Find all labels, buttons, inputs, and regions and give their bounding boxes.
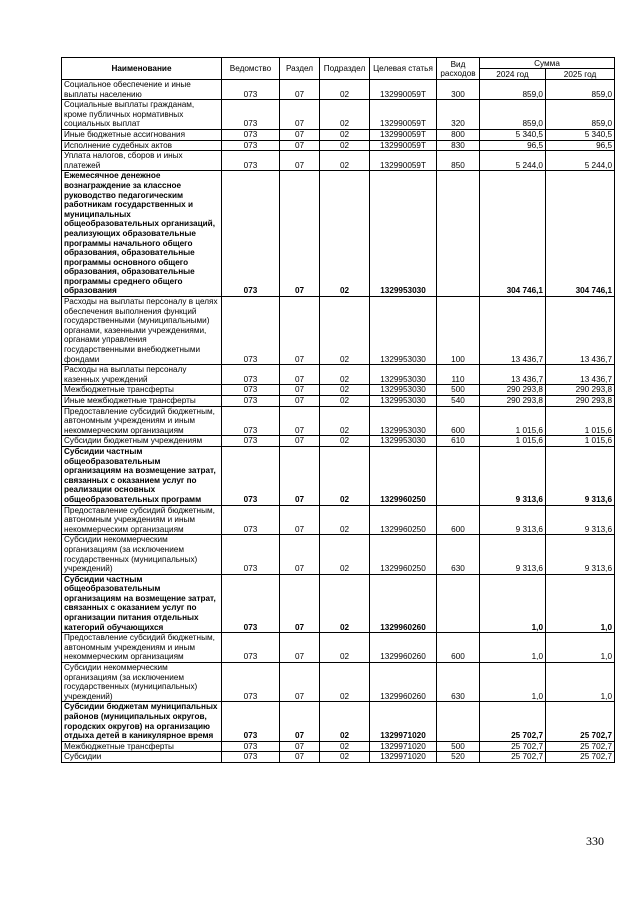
cell-sum-2024: 13 436,7 (480, 365, 546, 385)
cell-name: Субсидии частным общеобразовательным организациям на возмещение затрат, связанных с оказанием услуг по организации питания отдельных категорий обучающихся (62, 574, 222, 633)
cell-sum-2024: 304 746,1 (480, 171, 546, 297)
cell-subsection: 02 (320, 151, 370, 171)
cell-sum-2025: 1,0 (546, 633, 615, 663)
cell-target: 1329971020 (370, 741, 437, 752)
cell-dept: 073 (222, 406, 280, 436)
cell-target: 1329960250 (370, 446, 437, 505)
cell-name: Иные межбюджетные трансферты (62, 396, 222, 407)
cell-kind: 630 (437, 535, 480, 574)
cell-name: Исполнение судебных актов (62, 140, 222, 151)
cell-subsection: 02 (320, 633, 370, 663)
cell-section: 07 (280, 574, 320, 633)
header-year-2025: 2025 год (546, 69, 615, 80)
cell-section: 07 (280, 752, 320, 763)
cell-dept: 073 (222, 140, 280, 151)
cell-name: Уплата налогов, сборов и иных платежей (62, 151, 222, 171)
cell-name: Иные бюджетные ассигнования (62, 129, 222, 140)
cell-dept: 073 (222, 151, 280, 171)
cell-dept: 073 (222, 663, 280, 702)
cell-kind: 600 (437, 505, 480, 535)
cell-name: Расходы на выплаты персоналу в целях обеспечения выполнения функций государственными (муниципальными) органами, казенными учреждениями, органами управления государственными внебюджетными фондами (62, 297, 222, 365)
cell-name: Субсидии бюджетным учреждениям (62, 436, 222, 447)
cell-subsection: 02 (320, 574, 370, 633)
table-row (62, 385, 615, 396)
cell-sum-2025: 290 293,8 (546, 396, 615, 407)
cell-sum-2024: 25 702,7 (480, 702, 546, 741)
cell-kind: 500 (437, 741, 480, 752)
cell-subsection: 02 (320, 505, 370, 535)
table-row (62, 129, 615, 140)
cell-sum-2025: 25 702,7 (546, 741, 615, 752)
cell-kind (437, 702, 480, 741)
cell-kind: 600 (437, 633, 480, 663)
cell-subsection: 02 (320, 171, 370, 297)
cell-target: 1329960260 (370, 633, 437, 663)
table-row (62, 80, 615, 100)
cell-kind (437, 574, 480, 633)
cell-subsection: 02 (320, 535, 370, 574)
cell-sum-2025: 859,0 (546, 80, 615, 100)
cell-dept: 073 (222, 702, 280, 741)
cell-section: 07 (280, 100, 320, 130)
cell-sum-2025: 304 746,1 (546, 171, 615, 297)
cell-sum-2025: 1 015,6 (546, 406, 615, 436)
cell-target: 1329953030 (370, 406, 437, 436)
cell-sum-2024: 5 340,5 (480, 129, 546, 140)
cell-sum-2024: 9 313,6 (480, 505, 546, 535)
cell-name: Социальные выплаты гражданам, кроме публичных нормативных социальных выплат (62, 100, 222, 130)
cell-name: Предоставление субсидий бюджетным, автономным учреждениям и иным некоммерческим организациям (62, 505, 222, 535)
table-row (62, 171, 615, 297)
table-row (62, 140, 615, 151)
cell-dept: 073 (222, 365, 280, 385)
cell-name: Субсидии некоммерческим организациям (за исключением государственных (муниципальных) учреждений) (62, 535, 222, 574)
cell-target: 132990059Т (370, 100, 437, 130)
cell-kind (437, 446, 480, 505)
cell-name: Ежемесячное денежное вознаграждение за классное руководство педагогическим работникам государственных и муниципальных общеобразовательных организаций, реализующих образовательные программы начального общего образования, образовательные программы основного общего образования, образовательные программы среднего общего образования (62, 171, 222, 297)
cell-subsection: 02 (320, 702, 370, 741)
cell-section: 07 (280, 365, 320, 385)
cell-subsection: 02 (320, 396, 370, 407)
cell-target: 132990059Т (370, 80, 437, 100)
cell-sum-2024: 5 244,0 (480, 151, 546, 171)
cell-name: Межбюджетные трансферты (62, 385, 222, 396)
cell-dept: 073 (222, 171, 280, 297)
cell-section: 07 (280, 535, 320, 574)
table-row (62, 702, 615, 741)
table-row (62, 535, 615, 574)
table-row (62, 406, 615, 436)
cell-dept: 073 (222, 446, 280, 505)
cell-sum-2024: 25 702,7 (480, 752, 546, 763)
cell-target: 1329971020 (370, 702, 437, 741)
cell-sum-2024: 1 015,6 (480, 406, 546, 436)
cell-sum-2024: 25 702,7 (480, 741, 546, 752)
cell-sum-2025: 9 313,6 (546, 446, 615, 505)
header-subsection: Подраздел (320, 58, 370, 80)
cell-name: Предоставление субсидий бюджетным, автономным учреждениям и иным некоммерческим организациям (62, 406, 222, 436)
cell-target: 1329953030 (370, 385, 437, 396)
cell-dept: 073 (222, 129, 280, 140)
table-row (62, 752, 615, 763)
header-name: Наименование (62, 58, 222, 80)
cell-section: 07 (280, 80, 320, 100)
cell-sum-2024: 9 313,6 (480, 535, 546, 574)
cell-target: 1329960260 (370, 574, 437, 633)
cell-section: 07 (280, 663, 320, 702)
cell-subsection: 02 (320, 446, 370, 505)
table-row (62, 633, 615, 663)
cell-target: 132990059Т (370, 140, 437, 151)
cell-sum-2025: 25 702,7 (546, 752, 615, 763)
table-row (62, 396, 615, 407)
cell-sum-2025: 25 702,7 (546, 702, 615, 741)
cell-sum-2025: 96,5 (546, 140, 615, 151)
cell-subsection: 02 (320, 365, 370, 385)
cell-kind: 830 (437, 140, 480, 151)
cell-kind: 630 (437, 663, 480, 702)
cell-target: 1329953030 (370, 396, 437, 407)
cell-kind: 320 (437, 100, 480, 130)
cell-section: 07 (280, 140, 320, 151)
cell-target: 1329960250 (370, 535, 437, 574)
cell-dept: 073 (222, 741, 280, 752)
cell-sum-2025: 9 313,6 (546, 505, 615, 535)
cell-name: Межбюджетные трансферты (62, 741, 222, 752)
page-number: 330 (586, 834, 604, 848)
table-row (62, 741, 615, 752)
cell-sum-2025: 859,0 (546, 100, 615, 130)
cell-section: 07 (280, 741, 320, 752)
cell-sum-2024: 1,0 (480, 633, 546, 663)
cell-sum-2024: 290 293,8 (480, 396, 546, 407)
cell-subsection: 02 (320, 140, 370, 151)
cell-subsection: 02 (320, 406, 370, 436)
cell-section: 07 (280, 129, 320, 140)
cell-section: 07 (280, 406, 320, 436)
cell-section: 07 (280, 396, 320, 407)
cell-sum-2025: 5 244,0 (546, 151, 615, 171)
budget-table-container (61, 57, 614, 763)
cell-section: 07 (280, 505, 320, 535)
cell-sum-2025: 1 015,6 (546, 436, 615, 447)
table-row (62, 151, 615, 171)
cell-subsection: 02 (320, 385, 370, 396)
table-row (62, 436, 615, 447)
cell-name: Предоставление субсидий бюджетным, автономным учреждениям и иным некоммерческим организациям (62, 633, 222, 663)
header-section: Раздел (280, 58, 320, 80)
cell-section: 07 (280, 297, 320, 365)
cell-sum-2024: 13 436,7 (480, 297, 546, 365)
table-body (62, 80, 615, 763)
cell-target: 1329971020 (370, 752, 437, 763)
cell-name: Социальное обеспечение и иные выплаты населению (62, 80, 222, 100)
cell-kind: 610 (437, 436, 480, 447)
cell-dept: 073 (222, 396, 280, 407)
cell-name: Расходы на выплаты персоналу казенных учреждений (62, 365, 222, 385)
cell-dept: 073 (222, 297, 280, 365)
cell-sum-2024: 1,0 (480, 663, 546, 702)
cell-kind: 500 (437, 385, 480, 396)
cell-dept: 073 (222, 436, 280, 447)
table-row (62, 446, 615, 505)
cell-name: Субсидии (62, 752, 222, 763)
cell-section: 07 (280, 436, 320, 447)
cell-sum-2024: 1 015,6 (480, 436, 546, 447)
cell-target: 1329960250 (370, 505, 437, 535)
cell-subsection: 02 (320, 297, 370, 365)
cell-section: 07 (280, 633, 320, 663)
cell-target: 1329953030 (370, 171, 437, 297)
cell-kind: 520 (437, 752, 480, 763)
cell-dept: 073 (222, 80, 280, 100)
header-target: Целевая статья (370, 58, 437, 80)
cell-dept: 073 (222, 385, 280, 396)
cell-kind (437, 171, 480, 297)
cell-dept: 073 (222, 100, 280, 130)
cell-section: 07 (280, 446, 320, 505)
cell-dept: 073 (222, 574, 280, 633)
cell-section: 07 (280, 171, 320, 297)
cell-dept: 073 (222, 505, 280, 535)
cell-target: 1329953030 (370, 297, 437, 365)
cell-subsection: 02 (320, 129, 370, 140)
cell-sum-2024: 9 313,6 (480, 446, 546, 505)
cell-subsection: 02 (320, 741, 370, 752)
cell-dept: 073 (222, 633, 280, 663)
table-row (62, 505, 615, 535)
table-row (62, 297, 615, 365)
cell-sum-2025: 1,0 (546, 663, 615, 702)
table-row (62, 100, 615, 130)
cell-name: Субсидии некоммерческим организациям (за исключением государственных (муниципальных) учреждений) (62, 663, 222, 702)
cell-subsection: 02 (320, 663, 370, 702)
table-row (62, 663, 615, 702)
cell-kind: 850 (437, 151, 480, 171)
table-row (62, 574, 615, 633)
cell-target: 1329953030 (370, 365, 437, 385)
cell-kind: 800 (437, 129, 480, 140)
cell-name: Субсидии частным общеобразовательным организациям на возмещение затрат, связанных с оказанием услуг по реализации основных общеобразовательных программ (62, 446, 222, 505)
cell-name: Субсидии бюджетам муниципальных районов (муниципальных округов, городских округов) на организацию отдыха детей в каникулярное время (62, 702, 222, 741)
cell-subsection: 02 (320, 752, 370, 763)
cell-sum-2024: 859,0 (480, 100, 546, 130)
cell-section: 07 (280, 702, 320, 741)
cell-section: 07 (280, 151, 320, 171)
header-year-2024: 2024 год (480, 69, 546, 80)
cell-subsection: 02 (320, 80, 370, 100)
cell-target: 1329960260 (370, 663, 437, 702)
cell-dept: 073 (222, 535, 280, 574)
header-sum: Сумма (480, 58, 615, 69)
cell-target: 132990059Т (370, 151, 437, 171)
cell-sum-2025: 5 340,5 (546, 129, 615, 140)
budget-table (61, 57, 615, 763)
cell-section: 07 (280, 385, 320, 396)
cell-target: 132990059Т (370, 129, 437, 140)
cell-kind: 100 (437, 297, 480, 365)
header-dept: Ведомство (222, 58, 280, 80)
cell-sum-2024: 96,5 (480, 140, 546, 151)
cell-dept: 073 (222, 752, 280, 763)
cell-subsection: 02 (320, 436, 370, 447)
cell-kind: 540 (437, 396, 480, 407)
cell-sum-2025: 13 436,7 (546, 297, 615, 365)
cell-target: 1329953030 (370, 436, 437, 447)
cell-subsection: 02 (320, 100, 370, 130)
cell-sum-2025: 13 436,7 (546, 365, 615, 385)
cell-sum-2025: 1,0 (546, 574, 615, 633)
cell-sum-2025: 290 293,8 (546, 385, 615, 396)
cell-kind: 300 (437, 80, 480, 100)
cell-sum-2024: 1,0 (480, 574, 546, 633)
header-kind: Вид расходов (437, 58, 480, 80)
cell-sum-2024: 290 293,8 (480, 385, 546, 396)
table-row (62, 365, 615, 385)
cell-sum-2025: 9 313,6 (546, 535, 615, 574)
cell-kind: 110 (437, 365, 480, 385)
cell-kind: 600 (437, 406, 480, 436)
cell-sum-2024: 859,0 (480, 80, 546, 100)
